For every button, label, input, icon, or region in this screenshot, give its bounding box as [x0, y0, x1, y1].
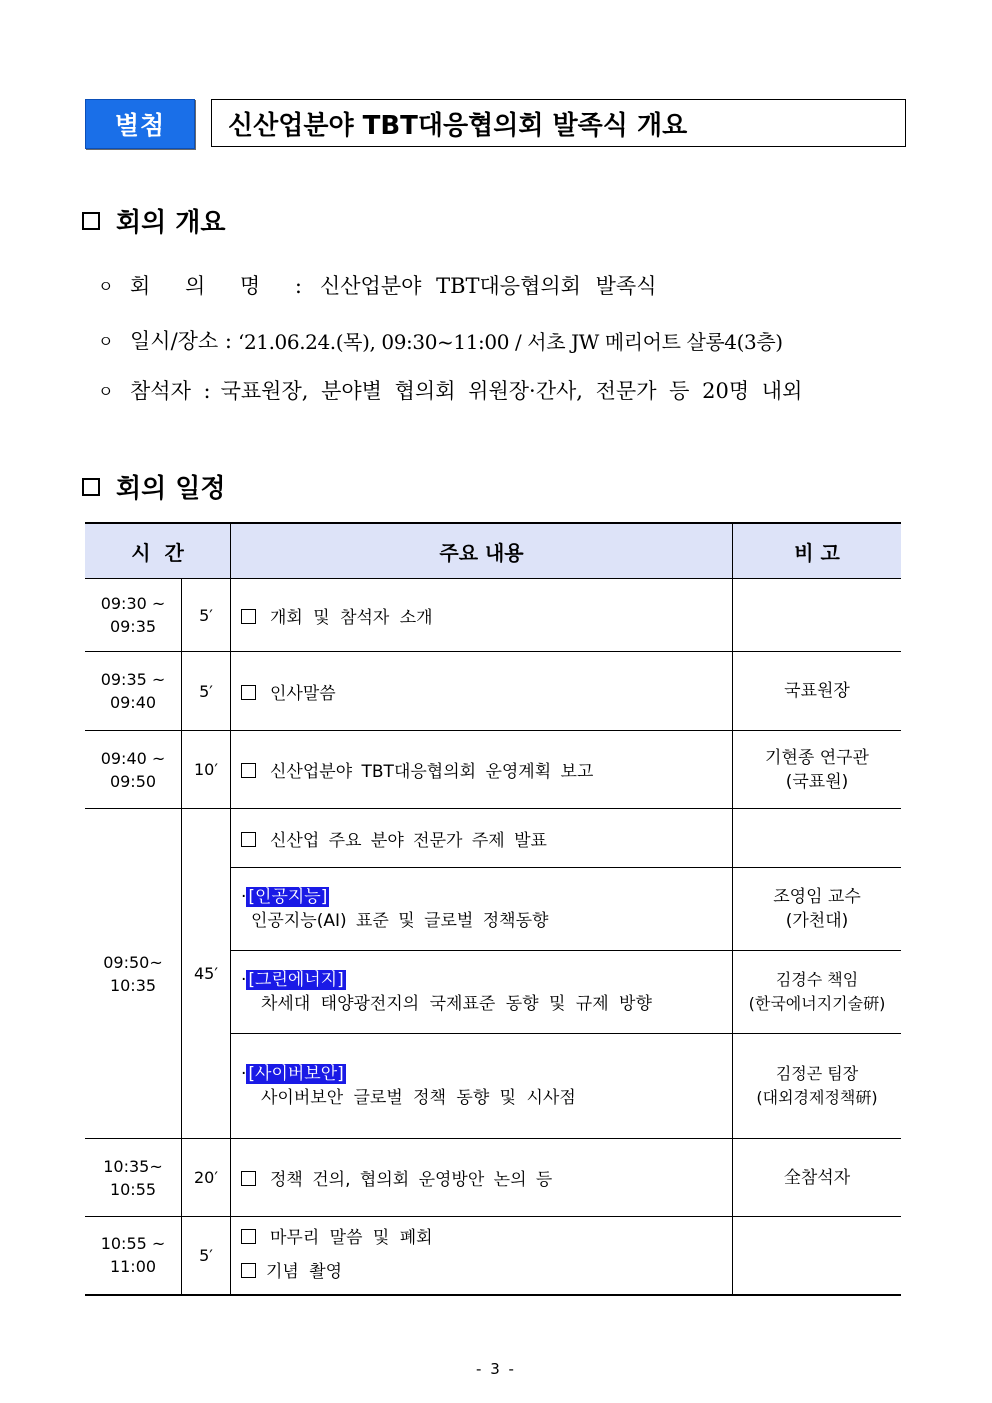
topic-tag: [인공지능] [248, 887, 328, 907]
checkbox-icon [241, 1229, 256, 1244]
time-cell: 09:50~ 10:35 [85, 809, 182, 1139]
overview-item-name [98, 270, 910, 300]
duration-cell: 10′ [182, 731, 231, 809]
note-cell: 全참석자 [733, 1139, 902, 1217]
note-cell: 조영임 교수 (가천대) [733, 868, 902, 951]
duration-cell: 45′ [182, 809, 231, 1139]
overview-label: 회 의 명 : [130, 274, 316, 298]
table-row [85, 1139, 901, 1217]
note-cell [733, 579, 902, 652]
time-cell: 10:55 ~ 11:00 [85, 1217, 182, 1295]
note-cell [733, 809, 902, 868]
table-row [85, 731, 901, 809]
topic-text: 차세대 태양광전지의 국제표준 동향 및 규제 방향 [261, 994, 652, 1014]
square-bullet-icon [82, 212, 100, 230]
content-cell: 정책 건의, 협의회 운영방안 논의 등 [231, 1139, 733, 1217]
table-row [85, 809, 901, 868]
note-cell: 국표원장 [733, 652, 902, 731]
checkbox-icon [241, 763, 256, 778]
circle-bullet-icon: ㅇ [98, 331, 114, 351]
time-cell: 09:35 ~ 09:40 [85, 652, 182, 731]
checkbox-icon [241, 1171, 256, 1186]
document-title: 신산업분야 TBT대응협의회 발족식 개요 [211, 99, 906, 147]
overview-value: 신산업분야 TBT대응협의회 발족식 [319, 274, 657, 298]
topic-text: 인공지능(AI) 표준 및 글로벌 정책동향 [251, 911, 549, 931]
checkbox-icon [241, 609, 256, 624]
topic-text: 사이버보안 글로벌 정책 동향 및 시사점 [261, 1088, 576, 1108]
note-cell: 기현종 연구관 (국표원) [733, 731, 902, 809]
time-cell: 10:35~ 10:55 [85, 1139, 182, 1217]
sub-item-dot: · [241, 970, 247, 990]
circle-bullet-icon: ㅇ [98, 381, 114, 401]
circle-bullet-icon: ㅇ [98, 276, 114, 296]
table-row [85, 1217, 901, 1295]
content-cell: 개회 및 참석자 소개 [231, 579, 733, 652]
overview-item-datetime [98, 325, 910, 355]
content-cell: 신산업분야 TBT대응협의회 운영계획 보고 [231, 731, 733, 809]
section-overview-heading [82, 202, 226, 239]
topic-tag: [사이버보안] [248, 1064, 344, 1084]
overview-label: 일시/장소 : [130, 329, 232, 353]
content-cell: 마무리 말씀 및 폐회 기념 촬영 [231, 1217, 733, 1295]
note-cell: 김정곤 팀장 (대외경제정책硏) [733, 1034, 902, 1139]
duration-cell: 5′ [182, 579, 231, 652]
content-cell [231, 951, 733, 1034]
sub-item-dot: · [241, 1064, 247, 1084]
section-title: 회의 개요 [116, 208, 226, 238]
table-row [85, 652, 901, 731]
page-number: - 3 - [476, 1360, 516, 1378]
note-cell [733, 1217, 902, 1295]
checkbox-icon [241, 1263, 256, 1278]
checkbox-icon [241, 685, 256, 700]
overview-value: 국표원장, 분야별 협의회 위원장·간사, 전문가 등 20명 내외 [220, 379, 803, 403]
time-cell: 09:30 ~ 09:35 [85, 579, 182, 652]
content-cell [231, 868, 733, 951]
duration-cell: 5′ [182, 652, 231, 731]
content-cell [231, 1034, 733, 1139]
checkbox-icon [241, 832, 256, 847]
column-header-content: 주요 내용 [231, 523, 733, 579]
duration-cell: 5′ [182, 1217, 231, 1295]
section-schedule-heading [82, 468, 226, 505]
overview-item-attendees [98, 375, 910, 405]
sub-item-dot: · [241, 887, 247, 907]
overview-label: 참석자 : [130, 379, 211, 403]
schedule-table [85, 522, 901, 1296]
table-header-row [85, 523, 901, 579]
content-cell: 인사말씀 [231, 652, 733, 731]
square-bullet-icon [82, 478, 100, 496]
duration-cell: 20′ [182, 1139, 231, 1217]
time-cell: 09:40 ~ 09:50 [85, 731, 182, 809]
overview-value: ‘21.06.24.(목), 09:30~11:00 / 서초 JW 메리어트 살롱4(3층) [237, 329, 783, 354]
note-cell: 김경수 책임 (한국에너지기술硏) [733, 951, 902, 1034]
column-header-note: 비 고 [733, 523, 902, 579]
content-cell: 신산업 주요 분야 전문가 주제 발표 [231, 809, 733, 868]
topic-tag: [그린에너지] [248, 970, 344, 990]
section-title: 회의 일정 [116, 474, 226, 504]
attachment-tag: 별첨 [85, 99, 195, 149]
table-row [85, 579, 901, 652]
column-header-time: 시 간 [85, 523, 231, 579]
